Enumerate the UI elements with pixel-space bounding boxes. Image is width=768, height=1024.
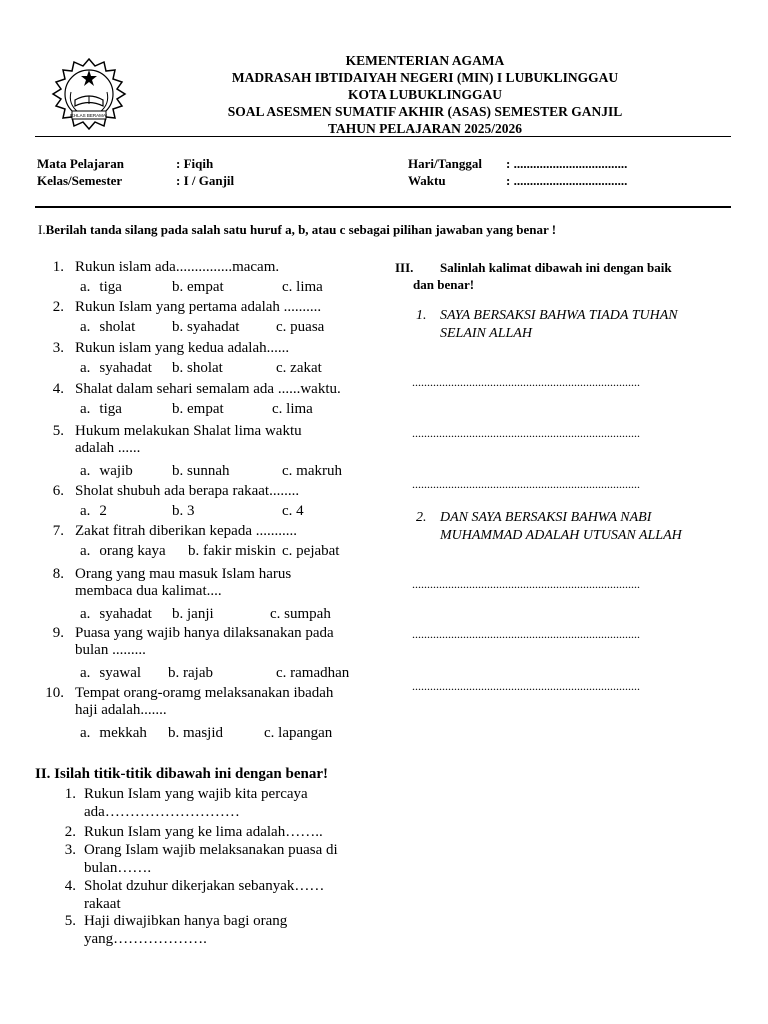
option-a[interactable] [80, 724, 147, 743]
question-number: 2. [52, 299, 64, 315]
option-b[interactable]: b. masjid [168, 725, 223, 741]
question-number: 4. [52, 381, 64, 397]
answer-dotted-line[interactable]: ............................................................................ [412, 627, 640, 641]
answer-dotted-line[interactable]: ............................................................................ [412, 375, 640, 389]
answer-dotted-line[interactable]: ............................................................................ [412, 477, 640, 491]
header-exam-title: SOAL ASESMEN SUMATIF AKHIR (ASAS) SEMESTER GANJIL [227, 104, 623, 119]
kemenag-logo [48, 56, 130, 132]
option-c[interactable]: c. lapangan [264, 725, 333, 741]
question-number: 1. [52, 259, 64, 275]
option-a-letter: a. [80, 725, 91, 741]
option-a-letter: a. [80, 665, 91, 681]
option-a[interactable] [80, 359, 152, 378]
fill-item-text-cont: bulan……. [84, 860, 152, 876]
meta-divider [35, 206, 731, 208]
option-a-text: mekkah [99, 725, 147, 741]
question-text: Shalat dalam sehari semalam ada ......waktu. [75, 381, 341, 397]
option-b[interactable]: b. janji [172, 606, 214, 622]
question-text-cont: adalah ...... [75, 440, 141, 456]
option-a-letter: a. [80, 463, 91, 479]
question-text: Zakat fitrah diberikan kepada ........... [75, 523, 297, 539]
section3-title-line2: dan benar! [413, 277, 475, 292]
hari-value: : ................................... [506, 156, 628, 171]
copy-item-text: DAN SAYA BERSAKSI BAHWA NABI [440, 510, 652, 525]
option-a[interactable] [80, 318, 135, 337]
question-number: 9. [52, 625, 64, 641]
option-a-text: syawal [99, 665, 142, 681]
option-c[interactable]: c. puasa [276, 319, 325, 335]
question-number: 6. [52, 483, 64, 499]
option-b[interactable]: b. sunnah [172, 463, 230, 479]
option-b[interactable]: b. rajab [168, 665, 213, 681]
option-a[interactable] [80, 605, 152, 624]
option-c[interactable]: c. sumpah [270, 606, 331, 622]
fill-item-number: 1. [64, 786, 76, 802]
question-text: Rukun islam yang kedua adalah...... [75, 340, 290, 356]
option-c[interactable]: c. makruh [282, 463, 342, 479]
option-a-letter: a. [80, 279, 91, 295]
question-text: Puasa yang wajib hanya dilaksanakan pada [75, 625, 334, 641]
kelas-value: : I / Ganjil [176, 173, 235, 188]
option-a-letter: a. [80, 360, 91, 376]
fill-item-text-cont: rakaat [84, 896, 121, 912]
header-city: KOTA LUBUKLINGGAU [348, 87, 502, 102]
copy-item-number: 1. [416, 308, 427, 323]
option-b[interactable]: b. empat [172, 401, 224, 417]
hari-label: Hari/Tanggal [408, 156, 482, 171]
fill-item-text-cont: ada……………………… [84, 804, 240, 820]
fill-item-text: Sholat dzuhur dikerjakan sebanyak…… [84, 878, 325, 894]
fill-item-text: Rukun Islam yang wajib kita percaya [84, 786, 308, 802]
option-a-text: sholat [99, 319, 136, 335]
option-a-text: orang kaya [99, 543, 166, 559]
question-text: Rukun Islam yang pertama adalah .......... [75, 299, 322, 315]
question-number: 10. [45, 685, 64, 701]
question-number: 5. [52, 423, 64, 439]
option-a[interactable] [80, 664, 141, 683]
option-c[interactable]: c. lima [272, 401, 313, 417]
option-a[interactable] [80, 462, 133, 481]
header-year: TAHUN PELAJARAN 2025/2026 [327, 121, 522, 136]
fill-item-text: Rukun Islam yang ke lima adalah…….. [84, 824, 323, 840]
option-b[interactable]: b. 3 [172, 503, 195, 519]
option-a-text: wajib [99, 463, 133, 479]
copy-item-text-cont: SELAIN ALLAH [440, 326, 532, 341]
section3-roman: III. [395, 260, 414, 275]
option-b[interactable]: b. empat [172, 279, 224, 295]
option-a[interactable] [80, 542, 166, 561]
option-c[interactable]: c. ramadhan [276, 665, 350, 681]
fill-item-number: 3. [64, 842, 76, 858]
document-header [200, 52, 650, 137]
option-b[interactable]: b. sholat [172, 360, 223, 376]
fill-item-text: Haji diwajibkan hanya bagi orang [84, 913, 288, 929]
option-a-text: tiga [99, 279, 122, 295]
option-a-letter: a. [80, 543, 91, 559]
option-a-letter: a. [80, 319, 91, 335]
question-number: 3. [52, 340, 64, 356]
question-text: Sholat shubuh ada berapa rakaat........ [75, 483, 300, 499]
question-number: 8. [52, 566, 64, 582]
question-text-cont: haji adalah....... [75, 702, 167, 718]
fill-item-number: 4. [64, 878, 76, 894]
mapel-label: Mata Pelajaran [37, 156, 125, 171]
option-c[interactable]: c. zakat [276, 360, 322, 376]
logo-text: IKHLAS BERAMAL [69, 113, 109, 118]
answer-dotted-line[interactable]: ............................................................................ [412, 679, 640, 693]
section1-instruction [38, 222, 556, 238]
question-text-cont: bulan ......... [75, 642, 146, 658]
fill-item-number: 2. [64, 824, 76, 840]
section3-title-line1: Salinlah kalimat dibawah ini dengan baik [440, 260, 672, 275]
section2-title: II. Isilah titik-titik dibawah ini dengan benar! [35, 766, 328, 782]
option-a-text: tiga [99, 401, 122, 417]
question-text-cont: membaca dua kalimat.... [75, 583, 222, 599]
option-c[interactable]: c. 4 [282, 503, 304, 519]
copy-item-number: 2. [416, 510, 427, 525]
option-a-letter: a. [80, 606, 91, 622]
option-a[interactable] [80, 278, 122, 297]
fill-item-text-cont: yang………………. [84, 931, 207, 947]
header-divider [35, 136, 731, 137]
question-text: Orang yang mau masuk Islam harus [75, 566, 292, 582]
option-b[interactable]: b. syahadat [172, 319, 240, 335]
question-text: Rukun islam ada...............macam. [75, 259, 280, 275]
option-a-text: 2 [99, 503, 107, 519]
waktu-label: Waktu [408, 173, 446, 188]
fill-item-text: Orang Islam wajib melaksanakan puasa di [84, 842, 338, 858]
option-a-text: syahadat [99, 606, 152, 622]
option-a[interactable] [80, 502, 107, 521]
option-c[interactable]: c. lima [282, 279, 323, 295]
option-c[interactable]: c. pejabat [282, 543, 340, 559]
question-number: 7. [52, 523, 64, 539]
option-a-text: syahadat [99, 360, 152, 376]
copy-item-text: SAYA BERSAKSI BAHWA TIADA TUHAN [440, 308, 678, 323]
section1-roman: I. [38, 222, 46, 237]
answer-dotted-line[interactable]: ............................................................................ [412, 577, 640, 591]
answer-dotted-line[interactable]: ............................................................................ [412, 426, 640, 440]
option-a[interactable] [80, 400, 122, 419]
copy-item-text-cont: MUHAMMAD ADALAH UTUSAN ALLAH [440, 528, 682, 543]
option-a-letter: a. [80, 401, 91, 417]
waktu-value: : ................................... [506, 173, 628, 188]
question-text: Hukum melakukan Shalat lima waktu [75, 423, 302, 439]
fill-item-number: 5. [64, 913, 76, 929]
mapel-value: : Fiqih [176, 156, 214, 171]
header-ministry: KEMENTERIAN AGAMA [345, 53, 505, 68]
kelas-label: Kelas/Semester [37, 173, 123, 188]
option-a-letter: a. [80, 503, 91, 519]
option-b[interactable]: b. fakir miskin [188, 543, 276, 559]
section1-instruction-text: Berilah tanda silang pada salah satu huruf a, b, atau c sebagai pilihan jawaban yang benar ! [45, 222, 557, 237]
question-text: Tempat orang-oramg melaksanakan ibadah [75, 685, 334, 701]
header-school: MADRASAH IBTIDAIYAH NEGERI (MIN) I LUBUKLINGGAU [231, 70, 619, 85]
